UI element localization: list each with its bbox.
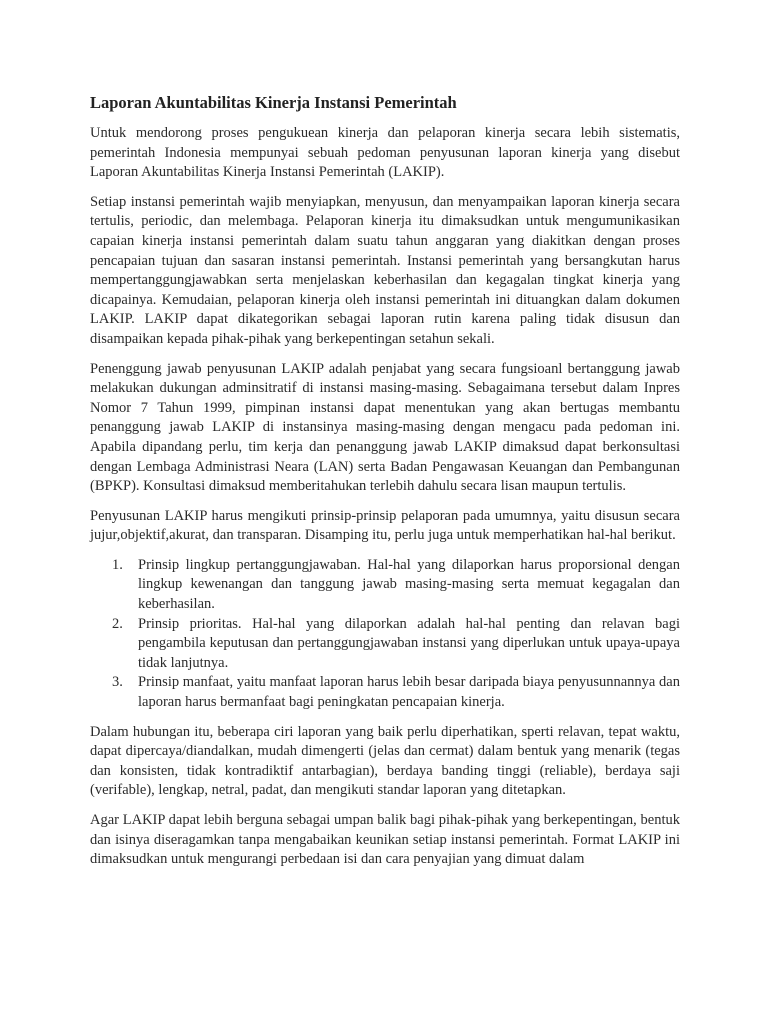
- paragraph-obligation: Setiap instansi pemerintah wajib menyiapkan, menyusun, dan menyampaikan laporan kinerja secara tertulis, periodic, dan melembaga. Pelaporan kinerja itu dimaksudkan untuk mengumunikasikan capaian kinerja instansi pemerintah dalam suatu tahun anggaran yang diakitkan dengan proses pencapaian tujuan dan sasaran instansi pemerintah. Instansi pemerintah yang bersangkutan harus mempertanggungjawabkan serta menjelaskan keberhasilan dan kegagalan tingkat kinerja yang dicapainya. Kemudaian, pelaporan kinerja oleh instansi pemerintah ini dituangkan dalam dokumen LAKIP. LAKIP dapat dikategorikan sebagai laporan rutin karena paling tidak disusun dan disampaikan kepada pihak-pihak yang berkepentingan setahun sekali.: [90, 193, 680, 347]
- paragraph-intro: Untuk mendorong proses pengukuean kinerja dan pelaporan kinerja secara lebih sistematis, pemerintah Indonesia mempunyai sebuah pedoman penyusunan laporan kinerja yang disebut Laporan Akuntabilitas Kinerja Instansi Pemerintah (LAKIP).: [90, 125, 680, 181]
- document-title: Laporan Akuntabilitas Kinerja Instansi Pemerintah: [90, 93, 457, 112]
- list-item-number: 2.: [112, 615, 123, 632]
- list-item-number: 1.: [112, 556, 123, 573]
- paragraph-report-criteria: Dalam hubungan itu, beberapa ciri laporan yang baik perlu diperhatikan, sperti relavan, tepat waktu, dapat dipercaya/diandalkan, mudah dimengerti (jelas dan cermat) dalam bentuk yang menarik (tegas dan konsisten, tidak kontradiktif antarbagian), berdaya banding tinggi (reliable), berdaya saji (verifable), lengkap, netral, padat, dan mengikuti standar laporan yang ditetapkan.: [90, 723, 680, 799]
- paragraph-principles: Penyusunan LAKIP harus mengikuti prinsip-prinsip pelaporan pada umumnya, yaitu disusun secara jujur,objektif,akurat, dan transparan. Disamping itu, perlu juga untuk memperhatikan hal-hal berikut.: [90, 507, 680, 544]
- list-item: [90, 615, 680, 674]
- list-item-text: Prinsip lingkup pertanggungjawaban. Hal-hal yang dilaporkan harus proporsional dengan lingkup kewenangan dan tanggung jawab masing-masing serta memuat kegagalan dan keberhasilan.: [138, 556, 680, 613]
- paragraph-format: Agar LAKIP dapat lebih berguna sebagai umpan balik bagi pihak-pihak yang berkepentingan, bentuk dan isinya diseragamkan tanpa mengabaikan keunikan setiap instansi pemerintah. Format LAKIP ini dimaksudkan untuk mengurangi perbedaan isi dan cara penyajian yang dimuat dalam: [90, 812, 680, 868]
- list-item-number: 3.: [112, 674, 123, 691]
- list-item: [90, 673, 680, 712]
- list-item: [90, 556, 680, 615]
- paragraph-responsibility: Penenggung jawab penyusunan LAKIP adalah penjabat yang secara fungsioanl bertanggung jawab melakukan dukungan adminsitratif di instansi masing-masing. Sebagaimana tersebut dalam Inpres Nomor 7 Tahun 1999, pimpinan instansi dapat menentukan yang akan bertugas membantu penanggung jawab LAKIP di instansinya masing-masing dengan mengacu pada pedoman ini. Apabila dipandang perlu, tim kerja dan penanggung jawab LAKIP dimaksud dapat berkonsultasi dengan Lembaga Administrasi Neara (LAN) serta Badan Pengawasan Keuangan dan Pembangunan (BPKP). Konsultasi dimaksud memberitahukan terlebih dahulu secara lisan maupun tertulis.: [90, 360, 680, 495]
- list-item-text: Prinsip prioritas. Hal-hal yang dilaporkan adalah hal-hal penting dan relavan bagi pengambila keputusan dan pertanggungjawaban instansi yang diperlukan untuk upaya-upaya tidak lanjutnya.: [138, 615, 680, 671]
- document-page: [90, 92, 680, 880]
- list-item-text: Prinsip manfaat, yaitu manfaat laporan harus lebih besar daripada biaya penyusunnannya dan laporan harus bermanfaat bagi peningkatan pencapaian kinerja.: [138, 674, 680, 711]
- principles-list: [90, 556, 680, 713]
